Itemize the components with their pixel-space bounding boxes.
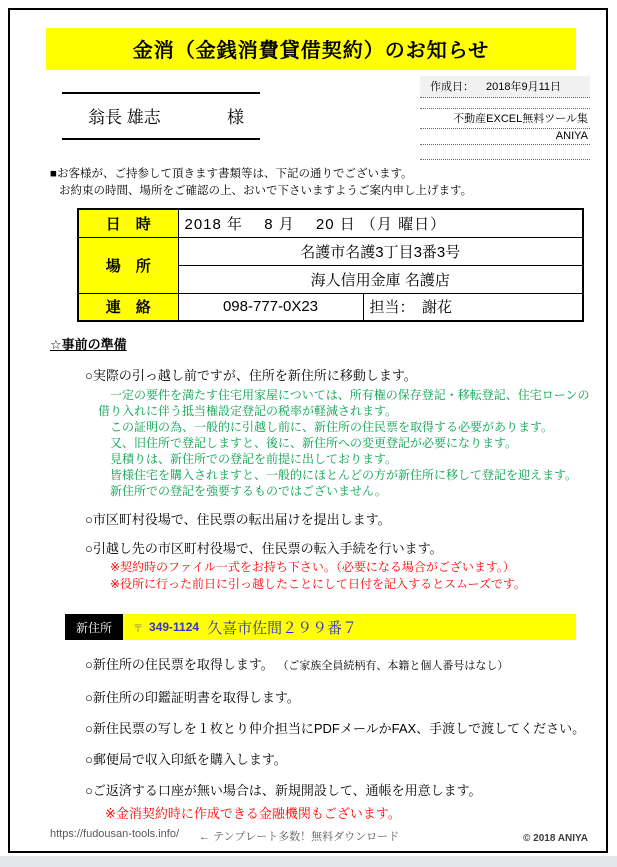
check-item-1 — [85, 656, 606, 675]
prep-item-1-notes — [98, 387, 606, 499]
prep-note-line: 見積りは、新住所での登記を前提に出しております。 — [98, 452, 398, 466]
red-note-line: ※契約時のファイル一式をお持ち下さい。（必要になる場合がございます。） — [110, 560, 515, 574]
created-date-label: 作成日： — [430, 81, 474, 93]
contact-label-cell: 連 絡 — [78, 293, 178, 321]
contact-person-cell: 担当： 謝花 — [363, 293, 583, 321]
created-date-row — [420, 76, 590, 98]
prep-note-line: 一定の要件を満たす住宅用家屋については、所有権の保存登記・移転登記、住宅ローンの — [98, 388, 590, 402]
prep-note-line: 借り入れに伴う抵当権設定登記の税率が軽減されます。 — [98, 404, 398, 418]
recipient-honorific: 様 — [227, 108, 244, 127]
prep-item-3: ○引越し先の市区町村役場で、住民票の転入手続を行います。 — [85, 541, 443, 556]
schedule-table — [77, 208, 584, 322]
intro-notice — [50, 166, 606, 200]
intro-notice-line-1: ■お客様が、ご持参して頂きます書類等は、下記の通りでございます。 — [50, 168, 413, 180]
intro-notice-line-2: お約束の時間、場所をご確認の上、おいで下さいますようご案内申し上げます。 — [59, 185, 473, 197]
check-item-4 — [85, 751, 606, 768]
footer-left — [50, 828, 399, 844]
prep-item-3-notes — [110, 559, 606, 592]
postal-mark-icon: 〒 — [133, 623, 144, 635]
recipient-name-box — [62, 92, 260, 140]
meta-block — [420, 76, 590, 160]
publisher-line-1: 不動産EXCEL無料ツール集 — [420, 108, 590, 129]
prep-note-line: 新住所での登記を強要するものではございません。 — [98, 484, 387, 498]
document-page — [8, 8, 608, 853]
contact-phone-cell: 098-777-0X23 — [178, 293, 363, 321]
datetime-label-cell: 日 時 — [78, 209, 178, 237]
check-item-5 — [85, 782, 606, 799]
check-item-note: （ご家族全員続柄有、本籍と個人番号はなし） — [277, 660, 509, 672]
publisher-line-2: ANIYA — [420, 129, 590, 145]
publisher-block — [420, 108, 590, 160]
datetime-value-cell: 2018 年 8 月 20 日 （月 曜日） — [178, 209, 583, 237]
address-text: 久喜市佐間２９９番７ — [207, 619, 358, 637]
prep-note-line: 皆様住宅を購入されますと、一般的にほとんどの方が新住所に移して登記を迎えます。 — [98, 468, 578, 482]
publisher-line-empty — [420, 145, 590, 160]
place-bank-cell: 海人信用金庫 名護店 — [178, 265, 583, 293]
page-footer — [50, 828, 588, 844]
table-row-place-1 — [78, 237, 583, 265]
preparation-heading: ☆事前の準備 — [50, 337, 127, 352]
check-item-text: ○新住民票の写しを１枚とり仲介担当にPDFメールかFAX、手渡しで渡してください。 — [85, 721, 586, 736]
page-title: 金消（金銭消費貸借契約）のお知らせ — [46, 28, 576, 70]
recipient-name: 翁長 雄志 — [88, 108, 161, 127]
new-address-bar — [65, 614, 576, 640]
new-address-label: 新住所 — [65, 614, 123, 640]
prep-item-2: ○市区町村役場で、住民票の転出届けを提出します。 — [85, 512, 391, 527]
check-item-text: ○郵便局で収入印紙を購入します。 — [85, 752, 287, 767]
check-item-3 — [85, 720, 606, 737]
footer-promo-text: ← テンプレート多数！無料ダウンロード — [199, 831, 400, 843]
red-note-line: ※役所に行った前日に引っ越したことにして日付を記入するとスムーズです。 — [110, 576, 526, 591]
header-row — [60, 76, 590, 152]
place-address-cell: 名護市名護3丁目3番3号 — [178, 237, 583, 265]
final-red-note: ※金消契約時に作成できる金融機関もございます。 — [105, 806, 401, 821]
copyright-text: © 2018 ANIYA — [523, 833, 588, 844]
created-date-value: 2018年9月11日 — [486, 81, 562, 93]
check-item-text: ○新住所の住民票を取得します。 — [85, 657, 274, 672]
prep-note-line: 又、旧住所で登記しますと、後に、新住所への変更登記が必要になります。 — [98, 436, 518, 450]
table-row-datetime — [78, 209, 583, 237]
check-item-text: ○新住所の印鑑証明書を取得します。 — [85, 690, 300, 705]
prep-note-line: この証明の為、一般的に引越し前に、新住所の住民票を取得する必要があります。 — [98, 420, 554, 434]
prep-item-1: ○実際の引っ越し前ですが、住所を新住所に移動します。 — [85, 368, 417, 383]
postal-code: 349-1124 — [149, 620, 200, 634]
check-item-text: ○ご返済する口座が無い場合は、新規開設して、通帳を用意します。 — [85, 783, 482, 798]
footer-url-link[interactable]: https://fudousan-tools.info/ — [50, 828, 180, 840]
place-label-cell: 場 所 — [78, 237, 178, 293]
check-item-2 — [85, 689, 606, 706]
new-address-value — [123, 614, 576, 640]
table-row-contact — [78, 293, 583, 321]
window-bottom-strip — [0, 856, 617, 867]
